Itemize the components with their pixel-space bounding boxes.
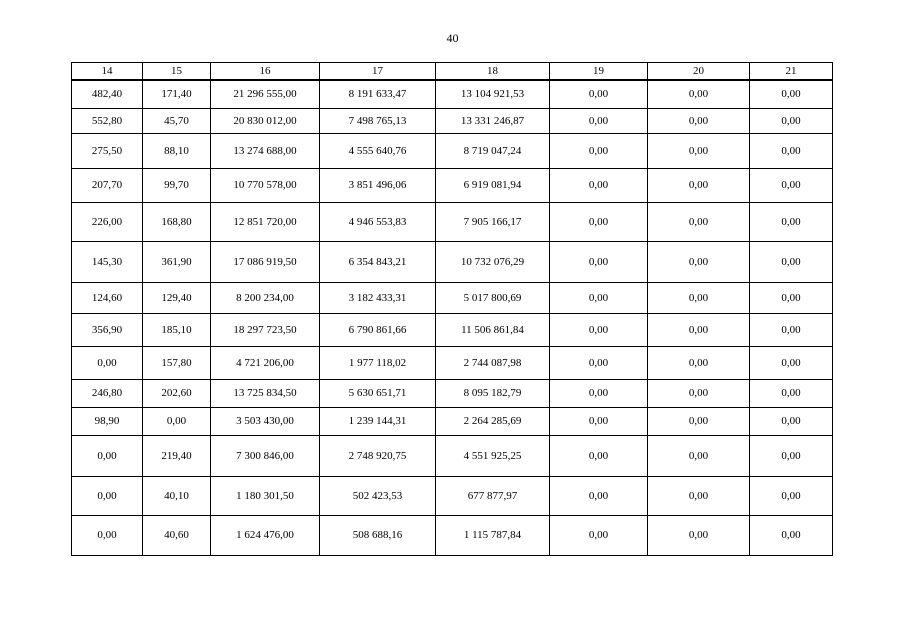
table-cell: 168,80 [143, 202, 211, 241]
table-cell: 0,00 [648, 282, 750, 313]
table-cell: 246,80 [72, 379, 143, 407]
table-cell: 0,00 [648, 515, 750, 555]
table-cell: 0,00 [72, 346, 143, 379]
table-cell: 0,00 [750, 476, 833, 515]
table-row [72, 108, 833, 133]
table-cell: 4 551 925,25 [436, 435, 550, 476]
table-cell: 677 877,97 [436, 476, 550, 515]
table-row [72, 379, 833, 407]
table-cell: 45,70 [143, 108, 211, 133]
table-cell: 0,00 [648, 241, 750, 282]
table-cell: 0,00 [550, 313, 648, 346]
table-cell: 0,00 [550, 282, 648, 313]
table-cell: 13 725 834,50 [211, 379, 320, 407]
table-cell: 0,00 [72, 435, 143, 476]
table-cell: 0,00 [72, 476, 143, 515]
table-row [72, 313, 833, 346]
table-cell: 99,70 [143, 168, 211, 202]
table-cell: 21 296 555,00 [211, 80, 320, 108]
table-cell: 207,70 [72, 168, 143, 202]
table-cell: 40,10 [143, 476, 211, 515]
page-number: 40 [446, 31, 459, 45]
table-cell: 0,00 [750, 282, 833, 313]
table-cell: 0,00 [750, 133, 833, 168]
table-cell: 10 770 578,00 [211, 168, 320, 202]
table-cell: 0,00 [648, 476, 750, 515]
table-cell: 356,90 [72, 313, 143, 346]
table-cell: 0,00 [648, 407, 750, 435]
data-table [71, 62, 833, 556]
table-cell: 98,90 [72, 407, 143, 435]
table-cell: 8 095 182,79 [436, 379, 550, 407]
table-cell: 0,00 [648, 379, 750, 407]
table-cell: 0,00 [72, 515, 143, 555]
table-cell: 226,00 [72, 202, 143, 241]
table-cell: 129,40 [143, 282, 211, 313]
table-cell: 8 191 633,47 [320, 80, 436, 108]
table-cell: 0,00 [750, 435, 833, 476]
table-cell: 0,00 [750, 379, 833, 407]
table-cell: 0,00 [550, 202, 648, 241]
table-cell: 0,00 [648, 202, 750, 241]
table-cell: 219,40 [143, 435, 211, 476]
column-header: 18 [436, 63, 550, 81]
table-cell: 1 624 476,00 [211, 515, 320, 555]
table-cell: 0,00 [648, 168, 750, 202]
table-cell: 0,00 [750, 407, 833, 435]
table-cell: 0,00 [750, 108, 833, 133]
table-cell: 202,60 [143, 379, 211, 407]
table-row [72, 241, 833, 282]
table-cell: 13 274 688,00 [211, 133, 320, 168]
table-cell: 4 946 553,83 [320, 202, 436, 241]
table-row [72, 435, 833, 476]
table-cell: 2 264 285,69 [436, 407, 550, 435]
table-cell: 502 423,53 [320, 476, 436, 515]
table-row [72, 80, 833, 108]
table-cell: 0,00 [550, 168, 648, 202]
table-cell: 552,80 [72, 108, 143, 133]
table-cell: 0,00 [550, 435, 648, 476]
table-cell: 0,00 [750, 515, 833, 555]
table-cell: 157,80 [143, 346, 211, 379]
table-cell: 0,00 [648, 133, 750, 168]
table-cell: 11 506 861,84 [436, 313, 550, 346]
table-cell: 0,00 [550, 241, 648, 282]
header-row [72, 63, 833, 81]
table-cell: 171,40 [143, 80, 211, 108]
table-cell: 0,00 [750, 346, 833, 379]
table-cell: 0,00 [550, 346, 648, 379]
table-cell: 508 688,16 [320, 515, 436, 555]
table-cell: 1 115 787,84 [436, 515, 550, 555]
table-cell: 0,00 [750, 241, 833, 282]
table-cell: 7 905 166,17 [436, 202, 550, 241]
table-cell: 3 182 433,31 [320, 282, 436, 313]
table-row [72, 133, 833, 168]
table-row [72, 282, 833, 313]
table-cell: 7 300 846,00 [211, 435, 320, 476]
table-cell: 0,00 [550, 476, 648, 515]
table-cell: 0,00 [550, 108, 648, 133]
column-header: 16 [211, 63, 320, 81]
table-cell: 361,90 [143, 241, 211, 282]
table-cell: 5 630 651,71 [320, 379, 436, 407]
table-row [72, 202, 833, 241]
table-cell: 0,00 [648, 313, 750, 346]
table-cell: 4 555 640,76 [320, 133, 436, 168]
table-cell: 6 790 861,66 [320, 313, 436, 346]
table-cell: 6 354 843,21 [320, 241, 436, 282]
table-cell: 8 719 047,24 [436, 133, 550, 168]
table-cell: 5 017 800,69 [436, 282, 550, 313]
table-cell: 0,00 [648, 80, 750, 108]
table-cell: 2 744 087,98 [436, 346, 550, 379]
table-cell: 13 104 921,53 [436, 80, 550, 108]
table-cell: 4 721 206,00 [211, 346, 320, 379]
table-cell: 40,60 [143, 515, 211, 555]
table-cell: 88,10 [143, 133, 211, 168]
table-cell: 17 086 919,50 [211, 241, 320, 282]
column-header: 15 [143, 63, 211, 81]
table-cell: 0,00 [750, 313, 833, 346]
table-cell: 0,00 [648, 108, 750, 133]
table-cell: 6 919 081,94 [436, 168, 550, 202]
table-cell: 0,00 [550, 515, 648, 555]
table-cell: 0,00 [648, 346, 750, 379]
table-cell: 10 732 076,29 [436, 241, 550, 282]
table-cell: 12 851 720,00 [211, 202, 320, 241]
table-cell: 13 331 246,87 [436, 108, 550, 133]
table-row [72, 515, 833, 555]
table-cell: 0,00 [750, 202, 833, 241]
table-body [72, 80, 833, 555]
table-cell: 1 977 118,02 [320, 346, 436, 379]
table-cell: 0,00 [550, 379, 648, 407]
table-cell: 20 830 012,00 [211, 108, 320, 133]
table-cell: 0,00 [550, 80, 648, 108]
table-cell: 8 200 234,00 [211, 282, 320, 313]
table-cell: 1 180 301,50 [211, 476, 320, 515]
table-cell: 0,00 [143, 407, 211, 435]
table-cell: 18 297 723,50 [211, 313, 320, 346]
table-row [72, 476, 833, 515]
table-cell: 0,00 [550, 133, 648, 168]
table-row [72, 168, 833, 202]
column-header: 20 [648, 63, 750, 81]
table-cell: 0,00 [648, 435, 750, 476]
table-cell: 0,00 [750, 80, 833, 108]
column-header: 21 [750, 63, 833, 81]
column-header: 17 [320, 63, 436, 81]
table-cell: 185,10 [143, 313, 211, 346]
table-row [72, 407, 833, 435]
table-cell: 482,40 [72, 80, 143, 108]
table-cell: 145,30 [72, 241, 143, 282]
table-cell: 7 498 765,13 [320, 108, 436, 133]
column-header: 14 [72, 63, 143, 81]
table-cell: 2 748 920,75 [320, 435, 436, 476]
table-header [72, 63, 833, 81]
table-cell: 0,00 [550, 407, 648, 435]
table-cell: 0,00 [750, 168, 833, 202]
table-cell: 3 851 496,06 [320, 168, 436, 202]
table-row [72, 346, 833, 379]
table-cell: 3 503 430,00 [211, 407, 320, 435]
column-header: 19 [550, 63, 648, 81]
table-cell: 275,50 [72, 133, 143, 168]
table-cell: 1 239 144,31 [320, 407, 436, 435]
table-cell: 124,60 [72, 282, 143, 313]
